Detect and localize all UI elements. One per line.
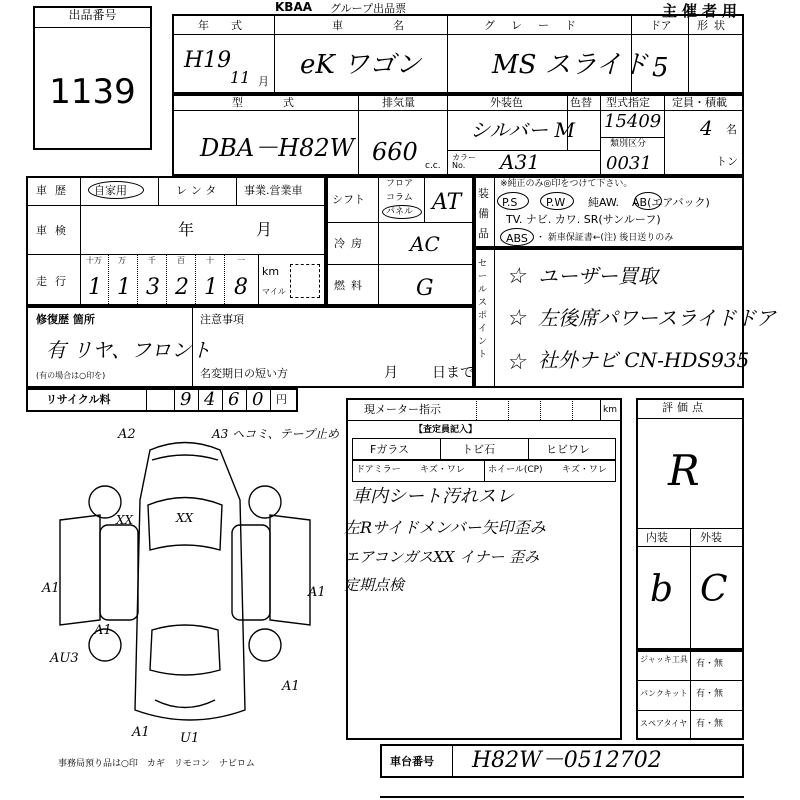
color-label: 外装色: [490, 96, 523, 109]
displacement-value: 660: [372, 138, 418, 166]
sales-point-item: ユーザー買取: [538, 264, 658, 288]
equip-aw[interactable]: 純AW.: [588, 196, 620, 209]
sales-point-star: ☆: [506, 350, 526, 375]
crack-cell: ヒビワレ: [546, 443, 590, 456]
sales-point-star: ☆: [506, 306, 526, 331]
damage-mark: XX: [116, 513, 134, 527]
car-name-label: 車名: [332, 19, 454, 32]
capacity-value: 4: [700, 116, 713, 140]
mileage-extra-box: [290, 264, 320, 298]
sales-point-item: 社外ナビ CN-HDS935: [538, 348, 750, 372]
equip-pw[interactable]: P.W: [546, 196, 566, 209]
sales-points-label: セールスポイント: [478, 259, 488, 360]
shift-value: AT: [432, 190, 462, 215]
month-value: 11: [230, 68, 251, 87]
spare-tire-value[interactable]: 有・無: [696, 719, 724, 729]
damage-mark: A1: [132, 725, 150, 740]
sales-point-item: 左後席パワースライドドア: [538, 306, 776, 330]
spare-tire-label: スペアタイヤ: [640, 719, 688, 728]
chassis-value: H82W－0512702: [472, 748, 662, 773]
color-no-label: カラーNo.: [452, 153, 476, 170]
lot-number-value: 1139: [49, 72, 136, 112]
type-designation-value: 15409: [604, 111, 662, 132]
puncture-kit-label: パンクキット: [640, 689, 688, 698]
damage-mark: U1: [180, 731, 200, 746]
color-change-label: 色替: [570, 96, 592, 109]
equip-line2[interactable]: TV. ナビ. カワ. SR(サンルーフ): [506, 213, 661, 226]
category-value: 0031: [606, 153, 652, 174]
shift-option-floor[interactable]: フロア: [386, 179, 414, 189]
f-glass-cell: Fガラス: [370, 443, 409, 456]
ac-value: AC: [410, 232, 440, 256]
color-value: シルバー M: [470, 118, 575, 142]
shift-option-column[interactable]: コラム: [386, 193, 413, 203]
equip-warranty[interactable]: ・ 新車保証書←(注) 後日送りのみ: [536, 233, 674, 243]
doors-label: ドア: [650, 19, 672, 32]
meter-label: 現メーター指示: [364, 403, 441, 416]
model-label: 型式: [232, 96, 334, 109]
capacity-label: 定員・積載: [672, 96, 727, 109]
equip-abs[interactable]: ABS: [506, 232, 528, 245]
damage-mark: A1: [308, 585, 326, 600]
repair-note: (有の場合は○印を): [36, 371, 106, 380]
damage-mark: AU3: [50, 651, 79, 666]
damage-mark: A3 ヘコミ、テープ止め: [212, 427, 340, 441]
mileage-digit: 8: [234, 275, 248, 300]
mileage-label: 走行: [36, 275, 74, 288]
damage-mark: A1: [94, 623, 112, 638]
mileage-digit: 1: [204, 275, 218, 300]
ac-label: 冷房: [334, 237, 368, 250]
chip-cell: トビ石: [462, 443, 495, 456]
repair-value: 有 リヤ、フロント: [46, 338, 212, 362]
displacement-label: 排気量: [382, 96, 415, 109]
chassis-label: 車台番号: [390, 755, 434, 768]
inspection-label: 車検: [36, 224, 74, 237]
lot-number-label: 出品番号: [68, 8, 117, 22]
body-type-label: 形状: [697, 19, 731, 32]
history-label: 車歴: [36, 184, 74, 197]
mileage-digit: 3: [146, 275, 160, 300]
jack-value[interactable]: 有・無: [696, 659, 724, 669]
year-label: 年式: [198, 19, 264, 32]
interior-grade: b: [650, 569, 674, 610]
overall-grade-value: R: [668, 446, 700, 495]
history-option-business[interactable]: 事業.営業車: [244, 184, 303, 197]
interior-label: 内装: [646, 531, 668, 544]
history-option-private[interactable]: 自家用: [94, 184, 127, 197]
year-value: H19: [184, 48, 232, 73]
mileage-digit: 1: [117, 275, 131, 300]
inspector-line: 左Rサイドメンバー矢印歪み: [344, 518, 546, 537]
damage-mark: A1: [42, 581, 60, 596]
inspector-line: エアコンガスXX イナー 歪み: [344, 548, 540, 566]
sales-point-star: ☆: [506, 264, 526, 289]
shift-label: シフト: [332, 193, 365, 206]
car-diagram[interactable]: [40, 420, 340, 750]
office-note: 事務局預り品は○印 カギ リモコン ナビロム: [58, 759, 255, 769]
holder-label: 主催者用: [662, 2, 743, 20]
car-name-value: eK ワゴン: [300, 50, 422, 80]
category-label: 類別区分: [610, 139, 647, 149]
type-designation-label: 型式指定: [606, 96, 650, 109]
inspector-line: 定期点検: [344, 576, 405, 594]
mileage-digit: 1: [88, 275, 102, 300]
doors-value: 5: [652, 53, 669, 83]
fuel-label: 燃料: [334, 279, 368, 292]
org-logo: KBAA: [275, 0, 313, 14]
damage-mark: XX: [176, 511, 194, 525]
fuel-value: G: [416, 276, 434, 301]
grade-value: MS スライド: [492, 50, 648, 80]
inspector-line: 車内シート汚れスレ: [352, 486, 514, 507]
grade-label: グレード: [484, 19, 592, 32]
equip-ps[interactable]: P.S: [502, 196, 518, 209]
overall-grade-label: 評価点: [662, 401, 707, 414]
exterior-grade: C: [700, 569, 728, 610]
exterior-label: 外装: [700, 531, 722, 544]
equipment-label: 装備品: [478, 187, 489, 240]
mileage-digit: 2: [175, 275, 189, 300]
form-title: グループ出品票: [330, 2, 407, 15]
color-no-value: A31: [500, 150, 540, 174]
history-option-rental[interactable]: レンタ: [176, 184, 221, 197]
damage-mark: A1: [282, 679, 300, 694]
repair-label: 修復歴 箇所: [36, 313, 95, 326]
inspector-title: 【査定員記入】: [414, 425, 478, 435]
name-change-label: 名変期日の短い方: [200, 367, 288, 380]
recycle-label: リサイクル料: [46, 393, 111, 406]
jack-label: ジャッキ工具: [640, 655, 688, 664]
model-value: DBA－H82W: [200, 134, 355, 162]
notes-label: 注意事項: [200, 313, 244, 326]
puncture-kit-value[interactable]: 有・無: [696, 689, 724, 699]
shift-option-panel[interactable]: パネル: [386, 207, 414, 217]
equip-ab[interactable]: AB(エアバック): [632, 196, 710, 209]
equipment-note: ※純正のみ◎印をつけて下さい。: [500, 179, 633, 189]
damage-mark: A2: [118, 427, 136, 442]
